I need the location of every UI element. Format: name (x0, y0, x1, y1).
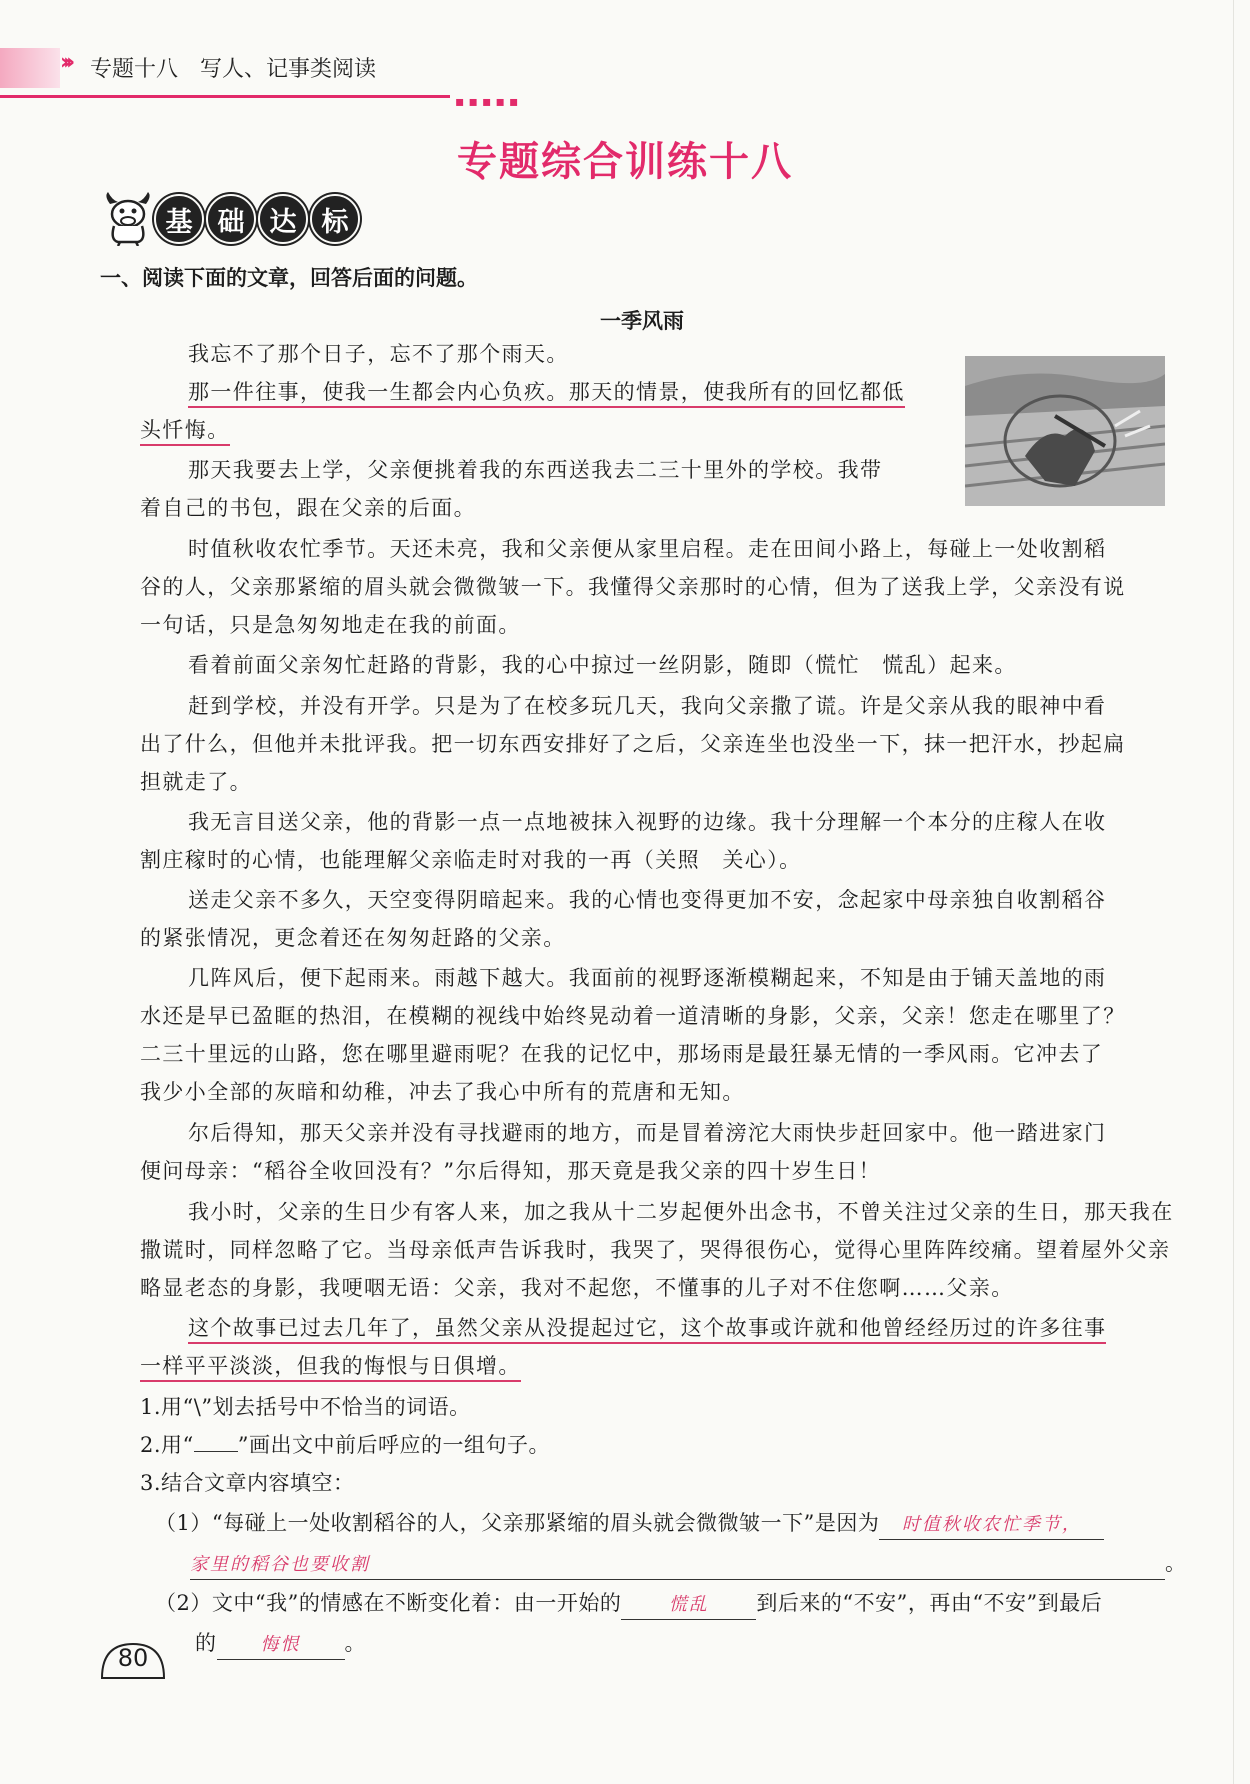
article-line: 着自己的书包，跟在父亲的后面。 (140, 496, 476, 520)
article-line: 二三十里远的山路，您在哪里避雨呢？在我的记忆中，那场雨是最狂暴无情的一季风雨。它冲去了 (140, 1042, 1104, 1066)
question-3-2-text: 。 (344, 1631, 366, 1655)
question-3-2-line2 (195, 1629, 366, 1660)
article-line: 担就走了。 (140, 770, 252, 794)
page-number-text: 80 (117, 1644, 149, 1672)
article-line: 我小时，父亲的生日少有客人来，加之我从十二岁起便外出念书，不曾关注过父亲的生日，那天我在 (188, 1200, 1174, 1224)
question-2 (140, 1431, 550, 1459)
article-line: 割庄稼时的心情，也能理解父亲临走时对我的一再（关照 关心）。 (140, 848, 802, 872)
header-rule (0, 95, 450, 98)
farm-illustration (965, 356, 1165, 506)
answer-blank[interactable] (879, 1509, 1104, 1540)
article-line: 出了什么，但他并未批评我。把一切东西安排好了之后，父亲连坐也没坐一下，抹一把汗水，抄起扁 (140, 732, 1126, 756)
article-title: 一季风雨 (600, 309, 684, 333)
article-line: 我无言目送父亲，他的背影一点一点地被抹入视野的边缘。我十分理解一个本分的庄稼人在收 (188, 810, 1107, 834)
question-3-2-text: 的 (195, 1631, 217, 1655)
badge-char: 达 (258, 194, 308, 244)
article-line (140, 1352, 521, 1380)
badge-char: 础 (206, 194, 256, 244)
chevron-right-icon: ››› (60, 50, 70, 75)
answer-blank[interactable] (621, 1589, 756, 1620)
article-line: 水还是早已盈眶的热泪，在模糊的视线中始终晃动着一道清晰的身影，父亲，父亲！您走在哪里了？ (140, 1004, 1126, 1028)
article-line: 尔后得知，那天父亲并没有寻找避雨的地方，而是冒着滂沱大雨快步赶回家中。他一踏进家门 (188, 1121, 1107, 1145)
question-3-2 (155, 1589, 1102, 1620)
header-dots: ▪▪▪▪▪ (455, 94, 523, 110)
question-3-2-text: （2）文中“我”的情感在不断变化着：由一开始的 (155, 1591, 622, 1615)
article-line: 看着前面父亲匆忙赶路的背影，我的心中掠过一丝阴影，随即（慌忙 慌乱）起来。 (188, 653, 1017, 677)
badge-characters (154, 194, 362, 244)
article-line: 一句话，只是急匆匆地走在我的前面。 (140, 613, 521, 637)
question-2-text: ”画出文中前后呼应的一组句子。 (237, 1433, 551, 1457)
question-3-1-text: （1）“每碰上一处收割稻谷的人，父亲那紧缩的眉头就会微微皱一下”是因为 (155, 1511, 880, 1535)
section-badge (100, 190, 360, 250)
handwritten-answer: 时值秋收农忙季节， (901, 1514, 1082, 1535)
badge-char: 基 (154, 194, 204, 244)
article-line (140, 416, 230, 444)
underlined-sentence: 一样平平淡淡，但我的悔恨与日俱增。 (140, 1354, 521, 1382)
handwritten-answer: 悔恨 (260, 1634, 301, 1655)
question-3-1 (155, 1509, 1104, 1540)
question-3-2-text: 到后来的“不安”，再由“不安”到最后 (756, 1591, 1103, 1615)
underlined-sentence: 头忏悔。 (140, 418, 230, 446)
answer-blank[interactable] (190, 1549, 1165, 1580)
article-line (188, 378, 905, 406)
article-line: 我少小全部的灰暗和幼稚，冲去了我心中所有的荒唐和无知。 (140, 1080, 745, 1104)
running-header (0, 40, 470, 98)
article-line: 赶到学校，并没有开学。只是为了在校多玩几天，我向父亲撒了谎。许是父亲从我的眼神中看 (188, 694, 1107, 718)
article-line: 我忘不了那个日子，忘不了那个雨天。 (188, 342, 569, 366)
article-line: 那天我要去上学，父亲便挑着我的东西送我去二三十里外的学校。我带 (188, 458, 883, 482)
handwritten-answer: 慌乱 (668, 1594, 709, 1615)
article-line: 略显老态的身影，我哽咽无语：父亲，我对不起您，不懂事的儿子对不住您啊……父亲。 (140, 1276, 1014, 1300)
underline-sample (194, 1433, 238, 1452)
page-number (100, 1640, 166, 1680)
article-line: 谷的人，父亲那紧缩的眉头就会微微皱一下。我懂得父亲那时的心情，但为了送我上学，父亲没有说 (140, 575, 1126, 599)
article-line: 几阵风后，便下起雨来。雨越下越大。我面前的视野逐渐模糊起来，不知是由于铺天盖地的雨 (188, 966, 1107, 990)
article-line: 时值秋收农忙季节。天还未亮，我和父亲便从家里启程。走在田间小路上，每碰上一处收割稻 (188, 537, 1107, 561)
question-heading: 一、阅读下面的文章，回答后面的问题。 (100, 266, 478, 290)
underlined-sentence: 这个故事已过去几年了，虽然父亲从没提起过它，这个故事或许就和他曾经经历过的许多往事 (188, 1316, 1106, 1344)
page-title: 专题综合训练十八 (457, 139, 793, 185)
answer-blank[interactable] (217, 1629, 345, 1660)
article-line: 的紧张情况，更念着还在匆匆赶路的父亲。 (140, 926, 566, 950)
header-text: 专题十八 写人、记事类阅读 (90, 57, 377, 82)
question-3-1-line2: 家里的稻谷也要收割 。 (190, 1549, 1187, 1580)
article-line (188, 1314, 1106, 1342)
page-edge (1233, 0, 1234, 1784)
article-line: 送走父亲不多久，天空变得阴暗起来。我的心情也变得更加不安，念起家中母亲独自收割稻谷 (188, 888, 1107, 912)
header-color-bar (0, 48, 60, 88)
question-1: 1.用“\”划去括号中不恰当的词语。 (140, 1395, 471, 1419)
article-line: 撒谎时，同样忽略了它。当母亲低声告诉我时，我哭了，哭得很伤心，觉得心里阵阵绞痛。望着屋外父亲 (140, 1238, 1171, 1262)
ox-mascot-icon (100, 190, 156, 246)
underlined-sentence: 那一件往事，使我一生都会内心负疚。那天的情景，使我所有的回忆都低 (188, 380, 905, 408)
badge-char: 标 (310, 194, 360, 244)
question-3: 3.结合文章内容填空： (140, 1471, 355, 1495)
handwritten-answer: 家里的稻谷也要收割 (190, 1554, 370, 1575)
question-2-text: 2.用“ (140, 1433, 194, 1457)
article-line: 便问母亲：“稻谷全收回没有？”尔后得知，那天竟是我父亲的四十岁生日！ (140, 1159, 882, 1183)
